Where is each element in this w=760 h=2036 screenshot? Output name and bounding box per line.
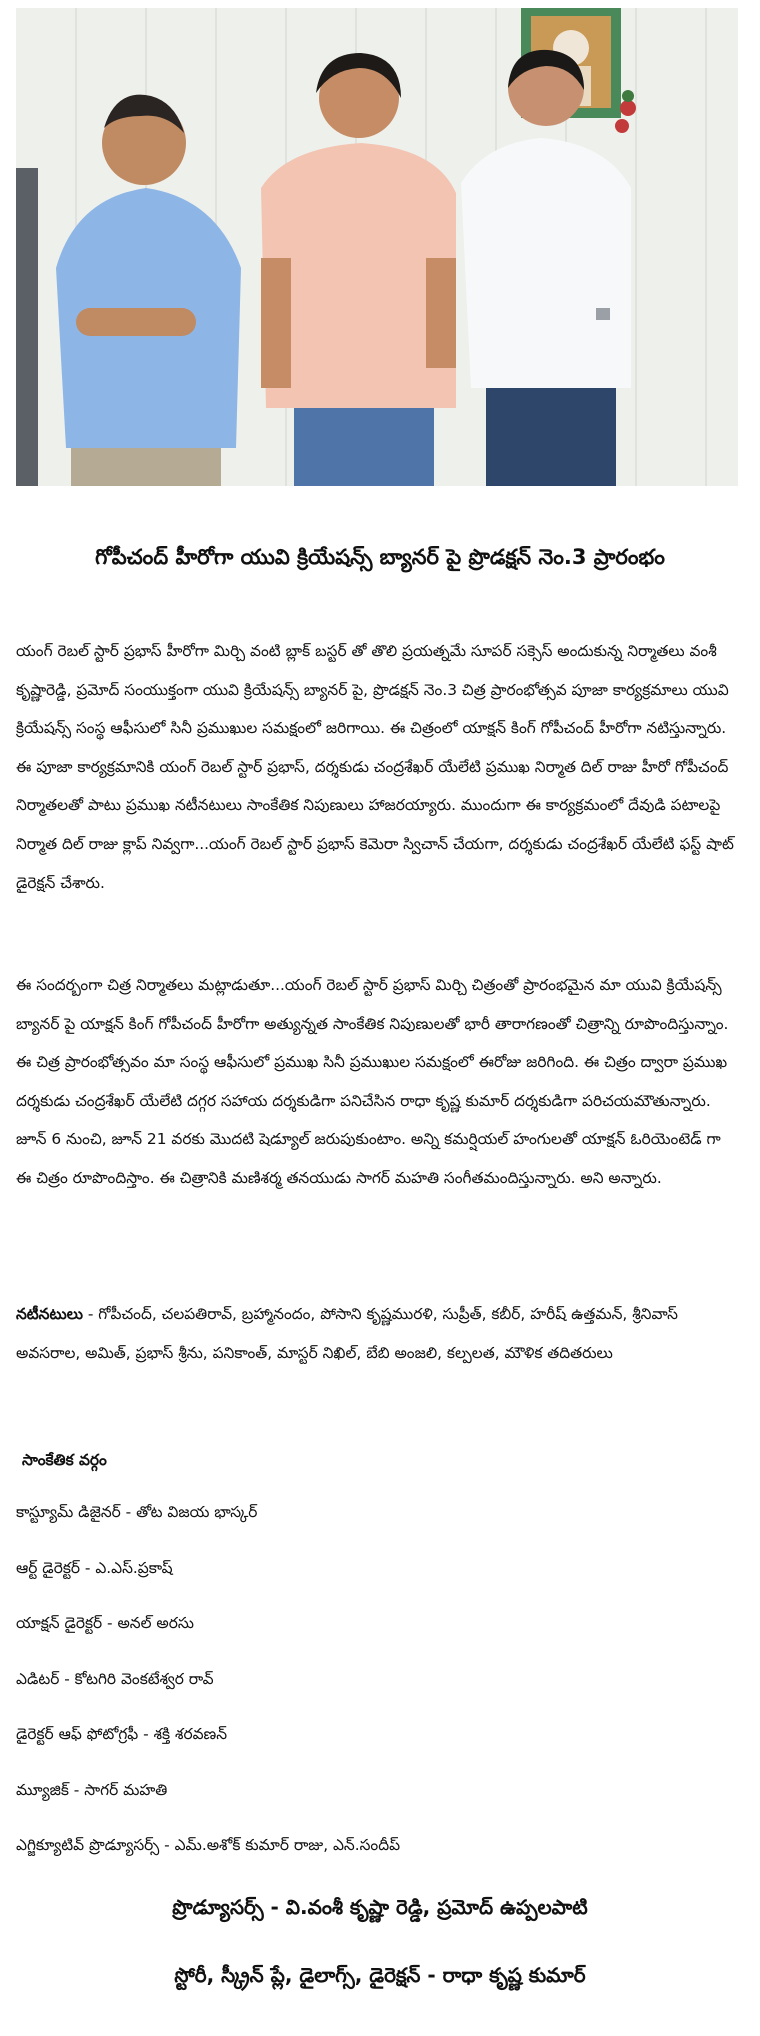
crew-item: ఆర్ట్ డైరెక్టర్ - ఎ.ఎస్.ప్రకాష్ — [16, 1558, 173, 1577]
cast-label: నటీనటులు — [16, 1305, 83, 1323]
story-director-line: స్టోరీ, స్క్రీన్ ప్లే, డైలాగ్స్, డైరెక్షన్ - రాధా కృష్ణ కుమార్ — [174, 1963, 586, 1987]
crew-item: కాస్ట్యూమ్ డిజైనర్ - తోట విజయ భాస్కర్ — [16, 1503, 258, 1521]
paragraph-quote: ఈ సందర్బంగా చిత్ర నిర్మాతలు మట్లాడుతూ...యంగ్ రెబల్ స్టార్ ప్రభాస్ మిర్చి చిత్రంతో ప్రారంభమైన మా యువి క్రియేషన్స్ బ్యానర్ పై యాక్షన్ కింగ్ గోపీచంద్ హీరోగా అత్యున్నత సాంకేతిక నిపుణులతో భారీ తారాగణంతో చిత్రాన్ని రూపొందిస్తున్నాం. ఈ చిత్ర ప్రారంభోత్సవం మా సంస్థ ఆఫీసులో ప్రముఖ సినీ ప్రముఖుల సమక్షంలో ఈరోజు జరిగింది. ఈ చిత్రం ద్వారా ప్రముఖ దర్శకుడు చంద్రశేఖర్ యేలేటి దగ్గర సహాయ దర్శకుడిగా పనిచేసిన రాధా కృష్ణ కుమార్ దర్శకుడిగా పరిచయమౌతున్నారు. జూన్ 6 నుంచి, జూన్ 21 వరకు మొదటి షెడ్యూల్ జరుపుకుంటాం. అన్ని కమర్షియల్ హంగులతో యాక్షన్ ఓరియెంటెడ్ గా ఈ చిత్రం రూపొందిస్తాం. ఈ చిత్రానికి మణిశర్మ తనయుడు సాగర్ మహతి సంగీతమందిస్తున్నారు. అని అన్నారు. — [16, 976, 729, 1187]
crew-item: ఎగ్జిక్యూటివ్ ప్రొడ్యూసర్స్ - ఎమ్.అశోక్ కుమార్ రాజు, ఎన్.సందీప్ — [16, 1836, 401, 1854]
cast-paragraph — [16, 1295, 740, 1372]
crew-item: డైరెక్టర్ ఆఫ్ ఫోటోగ్రఫీ - శక్తి శరవణన్ — [16, 1725, 228, 1743]
producers-line: ప్రొడ్యూసర్స్ - వి.వంశీ కృష్ణా రెడ్డి, ప్రమోద్ ఉప్పలపాటి — [172, 1895, 588, 1919]
cast-list: - గోపీచంద్, చలపతిరావ్, బ్రహ్మానందం, పోసాని కృష్ణమురళి, సుప్రీత్, కబీర్, హరీష్ ఉత్తమన్, శ్రీనివాస్ అవసరాల, అమిత్, ప్రభాస్ శ్రీను, పనికాంత్, మాస్టర్ నిఖిల్, బేబి అంజలి, కల్పలత, మౌళిక తదితరులు — [16, 1305, 678, 1362]
crew-item: ఎడిటర్ - కోటగిరి వెంకటేశ్వర రావ్ — [16, 1669, 214, 1688]
crew-item: యాక్షన్ డైరెక్టర్ - అనల్ అరసు — [16, 1614, 194, 1632]
crew-list — [16, 1497, 400, 1886]
paragraph-intro: యంగ్ రెబల్ స్టార్ ప్రభాస్ హీరోగా మిర్చి వంటి బ్లాక్ బస్టర్ తో తొలి ప్రయత్నమే సూపర్ సక్సెస్ అందుకున్న నిర్మాతలు వంశీ కృష్ణారెడ్డి, ప్రమోద్ సంయుక్తంగా యువి క్రియేషన్స్ బ్యానర్ పై, ప్రొడక్షన్ నెం.3 చిత్ర ప్రారంభోత్సవ పూజా కార్యక్రమాలు యువి క్రియేషన్స్ సంస్థ ఆఫీసులో సినీ ప్రముఖుల సమక్షంలో జరిగాయి. ఈ చిత్రంలో యాక్షన్ కింగ్ గోపీచంద్ హీరోగా నటిస్తున్నారు. ఈ పూజా కార్యక్రమానికి యంగ్ రెబల్ స్టార్ ప్రభాస్, దర్శకుడు చంద్రశేఖర్ యేలేటి ప్రముఖ నిర్మాత దిల్ రాజు హీరో గోపీచంద్ నిర్మాతలతో పాటు ప్రముఖ నటీనటులు సాంకేతిక నిపుణులు హాజరయ్యారు. ముందుగా ఈ కార్యక్రమంలో దేవుడి పటాలపై నిర్మాత దిల్ రాజు క్లాప్ నివ్వగా...యంగ్ రెబల్ స్టార్ ప్రభాస్ కెమెరా స్విచాన్ చేయగా, దర్శకుడు చంద్రశేఖర్ యేలేటి ఫస్ట్ షాట్ డైరెక్షన్ చేశారు. — [16, 642, 734, 892]
event-photo — [16, 8, 738, 486]
headline: గోపీచంద్ హీరోగా యువి క్రియేషన్స్ బ్యానర్ పై ప్రొడక్షన్ నెం.3 ప్రారంభం — [95, 545, 665, 569]
event-photo-illustration — [16, 8, 738, 486]
crew-item: మ్యూజిక్ - సాగర్ మహతి — [16, 1780, 168, 1799]
crew-title: సాంకేతిక వర్గం — [22, 1451, 107, 1469]
